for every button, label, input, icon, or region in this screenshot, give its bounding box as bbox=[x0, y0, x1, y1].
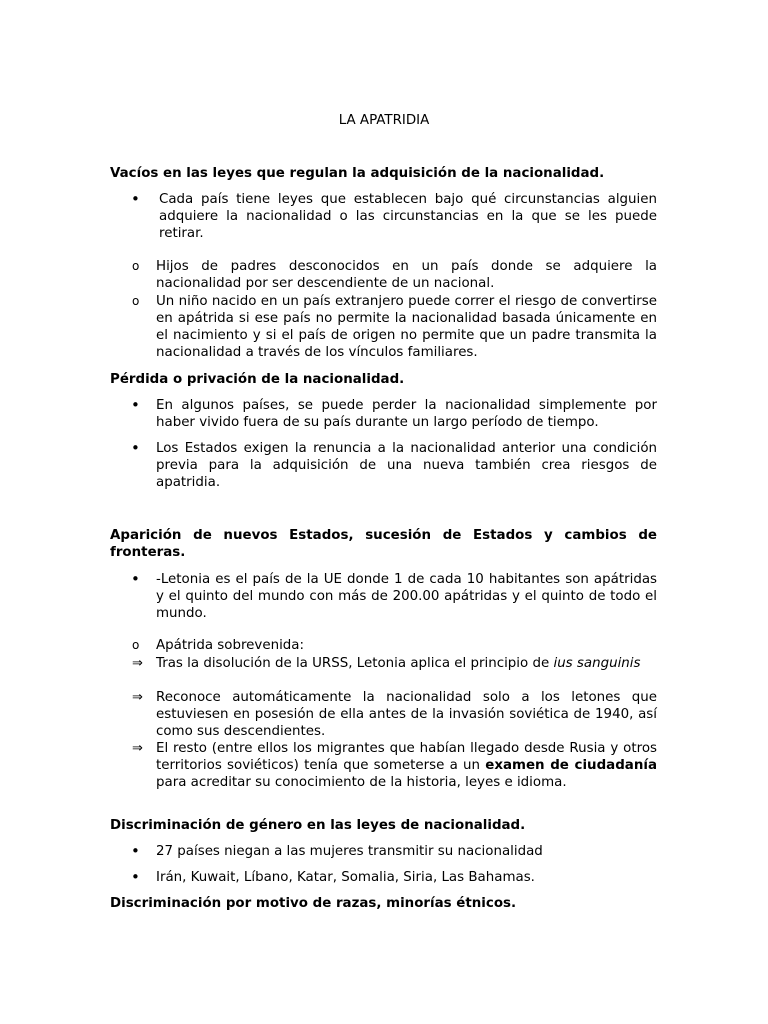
list-item-text: En algunos países, se puede perder la nacionalidad simplemente por haber vivido fuera de su país durante un largo período de tiempo. bbox=[156, 398, 657, 430]
list-item-text: Un niño nacido en un país extranjero puede correr el riesgo de convertirse en apátrida si ese país no permite la nacionalidad basada únicamente en el nacimiento y si el país de origen no permite que un padre transmita la nacionalidad a través de los vínculos familiares. bbox=[156, 294, 657, 360]
bullet-icon: • bbox=[131, 439, 140, 457]
list-item-text-part: El resto (entre ellos los migrantes que habían llegado desde Rusia y otros territorios soviéticos) tenía que someterse a un bbox=[156, 741, 657, 773]
list-item-text: Cada país tiene leyes que establecen bajo qué circunstancias alguien adquiere la nacionalidad o las circunstancias en la que se les puede retirar. bbox=[159, 192, 657, 241]
bullet-icon: • bbox=[131, 190, 140, 208]
list-item-text: Hijos de padres desconocidos en un país donde se adquiere la nacionalidad por ser descendiente de un nacional. bbox=[156, 259, 657, 291]
circle-bullet-icon: o bbox=[132, 294, 140, 308]
section-heading-vacios: Vacíos en las leyes que regulan la adquisición de la nacionalidad. bbox=[110, 166, 605, 181]
list-item-text: Apátrida sobrevenida: bbox=[156, 638, 305, 653]
arrow-right-icon: ⇒ bbox=[132, 741, 143, 756]
document-title: LA APATRIDIA bbox=[338, 113, 430, 128]
section-heading-aparicion: Aparición de nuevos Estados, sucesión de Estados y cambios de fronteras. bbox=[110, 528, 657, 560]
list-item-text: -Letonia es el país de la UE donde 1 de cada 10 habitantes son apátridas y el quinto del mundo con más de 200.00 apátridas y el quinto de todo el mundo. bbox=[156, 572, 657, 621]
section-heading-razas: Discriminación por motivo de razas, minorías étnicos. bbox=[110, 896, 517, 911]
list-item-text: Reconoce automáticamente la nacionalidad solo a los letones que estuviesen en posesión de ella antes de la invasión soviética de 1940, así como sus descendientes. bbox=[156, 690, 657, 739]
circle-bullet-icon: o bbox=[132, 638, 140, 652]
bullet-icon: • bbox=[131, 570, 140, 588]
list-item-text: 27 países niegan a las mujeres transmitir su nacionalidad bbox=[156, 844, 543, 859]
arrow-right-icon: ⇒ bbox=[132, 656, 143, 671]
bullet-icon: • bbox=[131, 396, 140, 414]
bold-term: examen de ciudadanía bbox=[485, 758, 657, 773]
list-item-text-part: para acreditar su conocimiento de la historia, leyes e idioma. bbox=[156, 775, 567, 790]
bullet-icon: • bbox=[131, 842, 140, 860]
section-heading-perdida: Pérdida o privación de la nacionalidad. bbox=[110, 372, 405, 387]
list-item-text bbox=[156, 655, 657, 672]
bullet-icon: • bbox=[131, 868, 140, 886]
list-item-text bbox=[156, 740, 657, 791]
circle-bullet-icon: o bbox=[132, 259, 140, 273]
arrow-right-icon: ⇒ bbox=[132, 690, 143, 705]
list-item-text: Irán, Kuwait, Líbano, Katar, Somalia, Siria, Las Bahamas. bbox=[156, 870, 535, 885]
section-heading-genero: Discriminación de género en las leyes de nacionalidad. bbox=[110, 818, 526, 833]
list-item-text-part: Tras la disolución de la URSS, Letonia aplica el principio de bbox=[156, 656, 554, 671]
italic-term: ius sanguinis bbox=[553, 656, 641, 671]
list-item-text: Los Estados exigen la renuncia a la nacionalidad anterior una condición previa para la adquisición de una nueva también crea riesgos de apatridia. bbox=[156, 441, 657, 490]
